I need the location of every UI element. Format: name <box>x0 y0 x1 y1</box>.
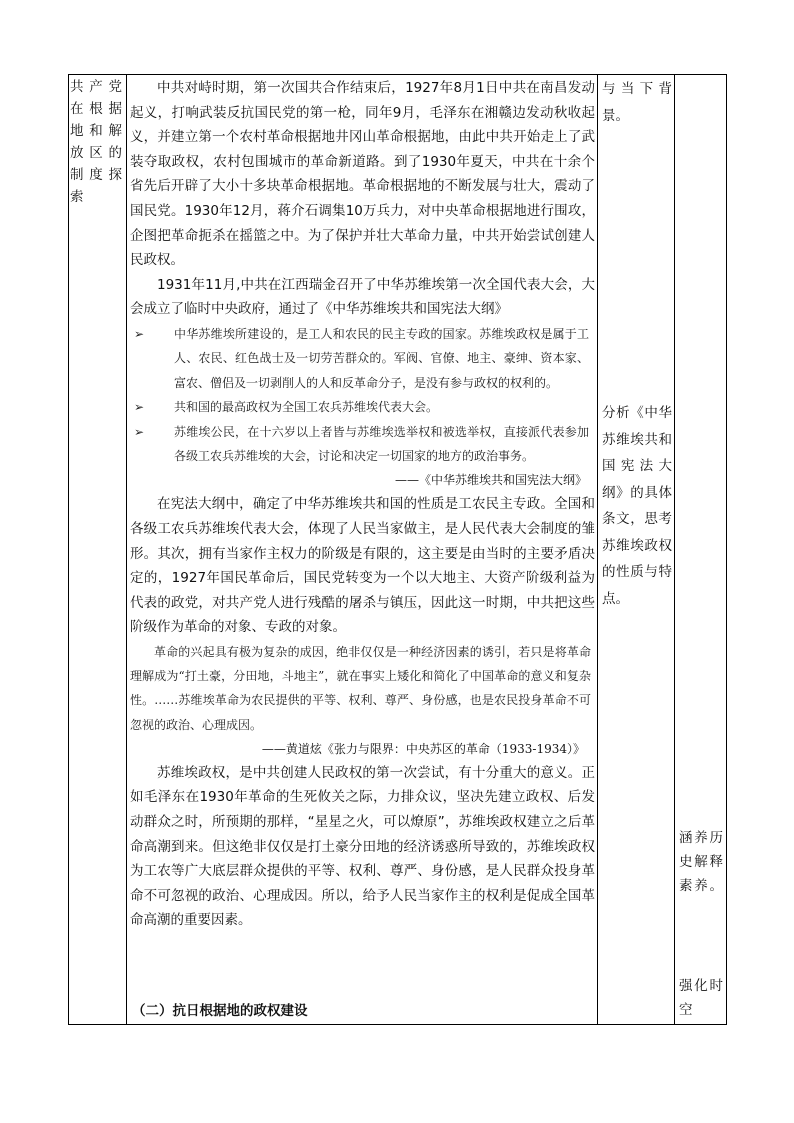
content-paragraph-3: 在宪法大纲中，确定了中华苏维埃共和国的性质是工农民主专政。全国和各级工农兵苏维埃代表大会，体现了人民当家做主，是人民代表大会制度的雏形。其次，拥有当家作主权力的阶级是有限的，这主要是由当时的主要矛盾决定的，1927年国民革命后，国民党转变为一个以大地主、大资产阶级利益为代表的政党，对共产党人进行残酷的屠杀与镇压，因此这一时期，中共把这些阶级作为革命的对象、专政的对象。 <box>130 496 595 636</box>
quote-source: ——黄道炫《张力与限界：中央苏区的革命（1933-1934）》 <box>261 741 585 756</box>
intent-cell-2 <box>602 400 672 612</box>
constitution-source: ——《中华苏维埃共和国宪法大纲》 <box>394 473 587 488</box>
content-paragraph-1: 中共对峙时期，第一次国共合作结束后，1927年8月1日中共在南昌发动起义，打响武装反抗国民党的第一枪，同年9月，毛泽东在湘赣边发动秋收起义，并建立第一个农村革命根据地井冈山革命根据地，由此中共开始走上了武装夺取政权，农村包围城市的革命新道路。到了1930年夏天，中共在十余个省先后开辟了大小十多块革命根据地。革命根据地的不断发展与壮大，震动了国民党。1930年12月，蒋介石调集10万兵力，对中央革命根据地进行围攻，企图把革命扼杀在摇篮之中。为了保护并壮大革命力量，中共开始尝试创建人民政权。 <box>130 80 595 269</box>
content-column <box>130 76 595 933</box>
content-paragraph-4: 苏维埃政权，是中共创建人民政权的第一次尝试，有十分重大的意义。正如毛泽东在1930年革命的生死攸关之际，力排众议，坚决先建立政权、后发动群众之时，所预期的那样，“星星之火，可以燎原”，苏维埃政权建立之后革命高潮到来。但这绝非仅仅是打土豪分田地的经济诱惑所导致的，苏维埃政权为工农等广大底层群众提供的平等、权利、尊严、身份感，是人民群众投身革命不可忽视的政治、心理成因。所以，给予人民当家作主的权利是促成全国革命高潮的重要因素。 <box>130 764 595 929</box>
lesson-table <box>68 74 727 1025</box>
arrow-bullet-icon: ➢ <box>134 326 145 341</box>
content-paragraph-2: 1931年11月,中共在江西瑞金召开了中华苏维埃第一次全国代表大会，大会成立了临时中央政府，通过了《中华苏维埃共和国宪法大纲》 <box>130 276 595 318</box>
bullet-text: 共和国的最高政权为全国工农兵苏维埃代表大会。 <box>174 400 439 415</box>
goal-cell-2 <box>679 974 723 1022</box>
bullet-text: 中华苏维埃所建设的，是工人和农民的民主专政的国家。苏维埃政权是属于工人、农民、红色战士及一切劳苦群众的。军阀、官僚、地主、豪绅、资本家、富农、僧侣及一切剥削人的人和反革命分子，是没有参与政权的权利的。 <box>174 326 589 390</box>
table-left-border <box>68 74 69 1025</box>
arrow-bullet-icon: ➢ <box>134 400 145 415</box>
table-bottom-border <box>68 1024 727 1025</box>
list-item <box>130 322 595 395</box>
table-right-border <box>726 74 727 1025</box>
intent-cell-1 <box>602 76 672 129</box>
list-item <box>130 395 595 419</box>
table-top-border <box>68 74 727 75</box>
section-heading: （二）抗日根据地的政权建设 <box>132 1003 308 1019</box>
list-item <box>130 420 595 469</box>
topic-column <box>70 76 122 208</box>
intent-text-1: 与当下背景。 <box>602 81 672 124</box>
column-divider-2 <box>597 74 598 1025</box>
topic-cell: 共产党在根据地和解放区的制度探索 <box>70 79 122 205</box>
intent-text-2: 分析《中华苏维埃共和国宪法大纲》的具体条文，思考苏维埃政权的性质与特点。 <box>602 405 672 607</box>
goal-text-1: 涵养历史解释素养。 <box>679 830 723 894</box>
column-divider-3 <box>674 74 675 1025</box>
arrow-bullet-icon: ➢ <box>134 424 145 439</box>
goal-text-2: 强化时空 <box>679 978 723 1018</box>
goal-cell-1 <box>679 826 723 898</box>
column-divider-1 <box>126 74 127 1025</box>
constitution-bullet-list <box>130 322 595 468</box>
historian-quote: 革命的兴起具有极为复杂的成因，绝非仅仅是一种经济因素的诱引，若只是将革命理解成为“打土豪，分田地，斗地主”，就在事实上矮化和简化了中国革命的意义和复杂性。……苏维埃革命为农民提供的平等、权利、尊严、身份感，也是农民投身革命不可忽视的政治、心理成因。 <box>130 644 591 732</box>
bullet-text: 苏维埃公民，在十六岁以上者皆与苏维埃选举权和被选举权，直接派代表参加各级工农兵苏维埃的大会，讨论和决定一切国家的地方的政治事务。 <box>174 424 589 463</box>
